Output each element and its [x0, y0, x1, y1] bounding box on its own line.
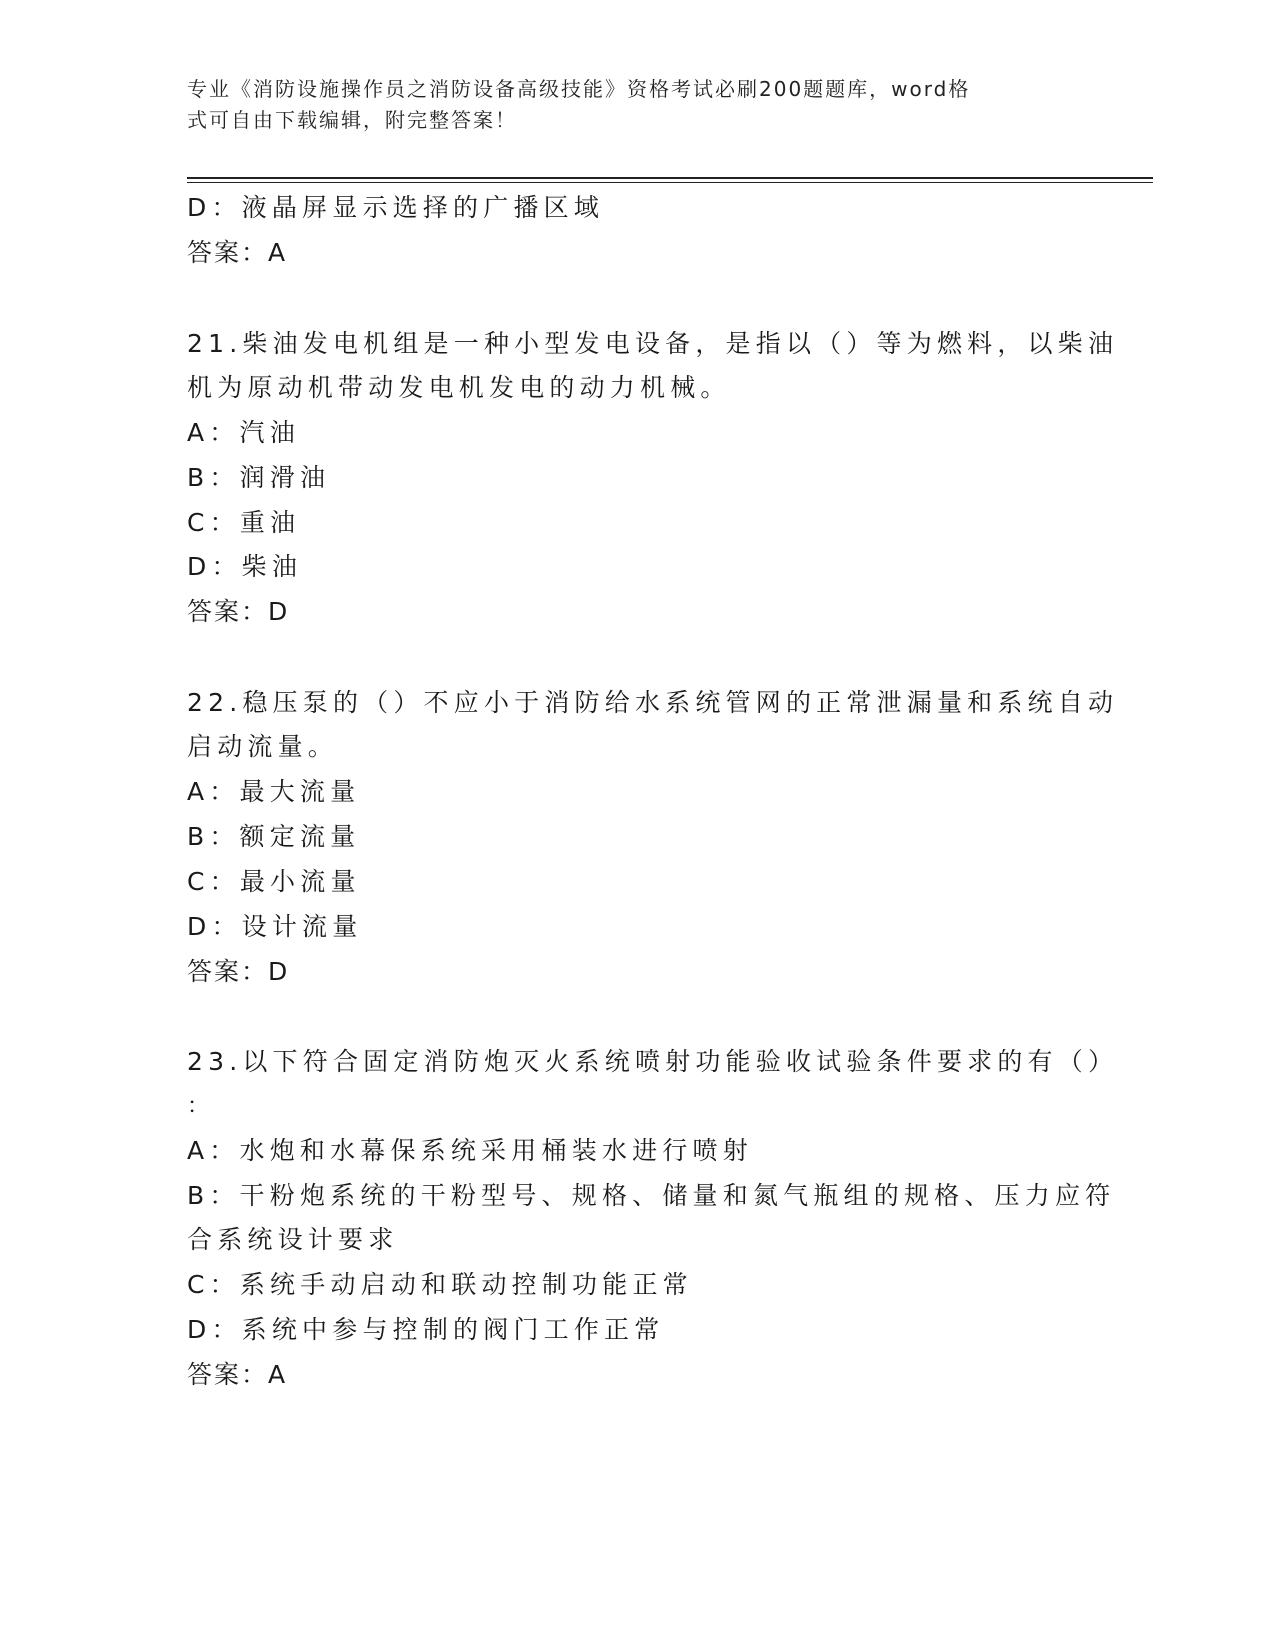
- q23-option-b-line-2: 合系统设计要求: [187, 1225, 399, 1254]
- document-header: [187, 74, 1067, 136]
- q21-option-c: C：重油: [187, 508, 301, 537]
- header-divider-thick: [187, 177, 1153, 179]
- q22-option-a: A：最大流量: [187, 777, 361, 806]
- q22-answer: 答案：D: [187, 957, 290, 986]
- q21-stem-line-1: 21.柴油发电机组是一种小型发电设备，是指以（）等为燃料，以柴油: [187, 329, 1119, 358]
- q21-stem-line-2: 机为原动机带动发电机发电的动力机械。: [187, 373, 731, 402]
- q21-option-d: D：柴油: [187, 552, 303, 581]
- q21-option-b: B：润滑油: [187, 463, 331, 492]
- q22-option-d: D：设计流量: [187, 912, 363, 941]
- header-line-1: 专业《消防设施操作员之消防设备高级技能》资格考试必刷200题题库，word格: [187, 77, 971, 101]
- prev-answer: 答案：A: [187, 238, 288, 267]
- q21-answer: 答案：D: [187, 597, 290, 626]
- q21-option-a: A：汽油: [187, 418, 300, 447]
- q22-option-b: B：额定流量: [187, 822, 361, 851]
- q23-option-d: D：系统中参与控制的阀门工作正常: [187, 1315, 665, 1344]
- q22-option-c: C：最小流量: [187, 867, 361, 896]
- q23-answer: 答案：A: [187, 1360, 288, 1389]
- header-line-2: 式可自由下载编辑，附完整答案！: [187, 108, 517, 132]
- header-divider-thin: [187, 182, 1153, 183]
- prev-option-d: D：液晶屏显示选择的广播区域: [187, 193, 605, 222]
- q22-stem-line-1: 22.稳压泵的（）不应小于消防给水系统管网的正常泄漏量和系统自动: [187, 688, 1119, 717]
- q23-option-b-line-1: B：干粉炮系统的干粉型号、规格、储量和氮气瓶组的规格、压力应符: [187, 1181, 1116, 1210]
- q22-stem-line-2: 启动流量。: [187, 732, 339, 761]
- q23-option-c: C：系统手动启动和联动控制功能正常: [187, 1270, 693, 1299]
- q23-stem-line-1: 23.以下符合固定消防炮灭火系统喷射功能验收试验条件要求的有（）: [187, 1047, 1119, 1076]
- q23-stem-line-2: ：: [187, 1094, 215, 1119]
- q23-option-a: A：水炮和水幕保系统采用桶装水进行喷射: [187, 1136, 753, 1165]
